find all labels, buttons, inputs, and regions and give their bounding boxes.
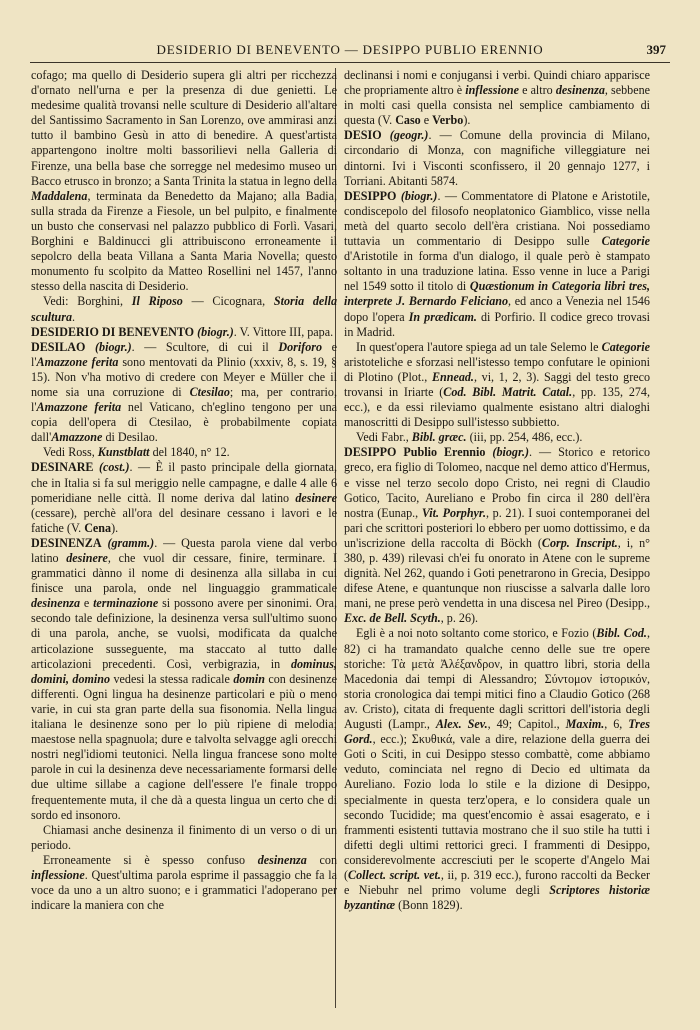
headword: DESIPPO Publio Erennio	[344, 445, 486, 460]
headword: DESINARE	[31, 460, 94, 475]
erennio-paragraph-2: Egli è a noi noto soltanto come storico, e Fozio (Bibl. Cod., 82) ci ha tramandato qualche cenno delle sue tre opere storiche: Τὰ μετὰ Ἀλέξανδρον, in quattro libri, storia della Macedonia dai tempi di Alessandro; Σύντομον ἱστορικόν, storia cronologica dai tempi mitici fino a Claudio Gotico (268 av. Cristo), citata di frequente dagli scrittori dell'istoria degli Augusti (Lampr., Alex. Sev., 49; Capitol., Maxim., 6, Tres Gord., ecc.); Σκυθικά, vale a dire, relazione della guerra dei Goti o Sciti, in cui Desippo stesso combattè, come abbiamo veduto, cominciata nel regno di Decio ed ultimata da Aureliano. Fozio loda lo stile e la dizione di Desippo, specialmente in questa terz'opera, e lo considera quale un secondo Tucidide; ma quest'encomio è assai esagerato, e i frammenti esistenti tuttavia mostrano che il suo stile ha tutti i difetti degli ultimi rettorici greci. I frammenti di Desippo, considerevolmente accresciuti per le scoperte d'Angelo Mai (Collect. script. vet., ii, p. 319 ecc.), furono raccolti da Becker e Niebuhr nel primo volume degli Scriptores historiæ byzantinæ (Bonn 1829).	[344, 626, 651, 913]
entry-desiderio-benevento: DESIDERIO DI BENEVENTO (biogr.). V. Vittore III, papa.	[31, 324, 334, 339]
page-number: 397	[646, 42, 666, 57]
desinenza-paragraph-3: Erroneamente si è spesso confuso desinenza con inflessione. Quest'ultima parola esprime il passaggio che fa la voce da uno a un altro suono; e i grammatici l'adoperano per indicare la maniera con che	[31, 852, 338, 913]
right-column	[344, 68, 650, 913]
entry-desinare: DESINARE (cost.). — È il pasto principale della giornata, che in Italia si fa sul meriggio nelle campagne, e dalle 4 alle 6 pomeridiane nelle città. Il nome deriva dal latino desinere (cessare), perchè all'ora del desinare cessano i lavori e le fatiche (V. Cena).	[31, 460, 337, 535]
entry-desiderio-tail: cofago; ma quello di Desiderio supera gli altri per ricchezza d'ornato nell'urna e per la presenza di due genietti. Le medesime qualità trovansi nelle sculture di Desiderio all'altare del Santissimo Sacramento in San Lorenzo, ove ammirasi anzi tutto il bambino Gesù in atto di benedire. A quest'artista appartengono inoltre molti bassorilievi nella Galleria di Firenze, una bella base che sorregge nel medesimo museo un Bacco etrusco in bronzo; a Santa Trinita la statua in legno della Maddalena, terminata da Benedetto da Majano; alla Badia, sulla strada da Firenze a Fiesole, un bel pulpito, e finalmente un busto che conservasi nel palazzo pubblico di Forlì. Vasari, Borghini e Baldinucci gli attribuiscono erroneamente il sepolcro della beata Villana a Santa Maria Novella; questo monumento fu scolpito da Matteo Rosellini nel 1457, l'anno stesso della nascita di Desiderio.	[31, 68, 337, 294]
headword: DESIPPO	[344, 188, 397, 203]
entry-desilao: DESILAO (biogr.). — Scultore, di cui il Doriforo e l'Amazzone ferita sono mentovati da Plinio (xxxiv, 8, s. 19, § 15). Non v'ha motivo di credere con Meyer e Müller che il nome sia una corruzione di Ctesilao; ma, per contrario, l'Amazzone ferita nel Vaticano, ch'eglino tengono per una copia dell'opera di Ctesilao, è probabilmente copiata dall'Amazzone di Desilao.	[31, 339, 337, 445]
entry-desinenza: DESINENZA (gramm.). — Questa parola viene dal verbo latino desinere, che vuol dir cessare, finire, terminare. I grammatici dànno il nome di desinenza alla sillaba in cui finisce una parola, onde nel linguaggio grammaticale desinenza e terminazione si possono avere per sinonimi. Ora, secondo tale definizione, la desinenza versa sull'ultimo suono di una parola, anche, se vuolsi, modificata da qualche articolazione susseguente, ma staccato al tutto dalle articolazioni precedenti. Così, verbigrazia, in dominus, domini, domino vedesi la stessa radicale domin con desinenze differenti. Ogni lingua ha desinenze particolari e più o meno varie, in cui sta gran parte della sua fisonomia. Nella lingua italiana le desinenze sono per lo più ripiene di melodia; maestose nella spagnuola; dure e talvolta selvagge agli orecchi nostri negl'idiomi teutonici. Nella lingua francese sono molte parole in cui la desinenza deve necessariamente formarsi delle due ultime sillabe a cagione dell'essere l'e finale troppo frequentemente muta, il che dà a questa lingua un certo che di sordo ed insonoro.	[31, 535, 338, 822]
desippo-paragraph-2: In quest'opera l'autore spiega ad un tale Selemo le Categorie aristoteliche e sforzasi nell'istesso tempo confutare le opinioni di Plotino (Plot., Ennead., vi, 1, 2, 3). Saggi del testo greco trovansi in Iriarte (Cod. Bibl. Matrit. Catal., pp. 135, 274, ecc.), e da essi rileviamo qualmente esistano altri dialoghi manoscritti di Desippo sull'istesso subbietto.	[344, 339, 651, 430]
left-column	[31, 68, 337, 913]
headword: DESINENZA	[31, 535, 102, 550]
page-header	[30, 40, 670, 63]
headword: DESIDERIO DI BENEVENTO	[31, 324, 195, 339]
entry-desio: DESIO (geogr.). — Comune della provincia di Milano, circondario di Monza, con magnifiche villeggiature nei dintorni. Ivi i Visconti sconfissero, il 20 gennajo 1277, i Torriani. Abitanti 5874.	[344, 128, 650, 188]
headword: DESIO	[344, 128, 382, 143]
references-desiderio: Vedi: Borghini, Il Riposo — Cicognara, Storia della scultura.	[31, 294, 338, 324]
entry-desippo-publio-erennio: DESIPPO Publio Erennio (biogr.). — Storico e retorico greco, era figlio di Tolomeo, nacque nel demo attico d'Hermus, e visse nel terzo secolo dopo Cristo, nei regni di Claudio Gotico, Tacito, Aureliano e Probo fin circa il 280 dell'èra nostra (Eunap., Vit. Porphyr., p. 21). I suoi contemporanei del pari che scrittori posteriori lo ebbero per uomo dottissimo, e da un'iscrizione della raccolta di Böckh (Corp. Inscript., i, n° 380, p. 439) rilevasi ch'ei fu onorato in Atene con le supreme dignità. Nel 262, quando i Goti penetrarono in Grecia, Desippo difese Atene, e quantunque non riuscisse a salvarla dalle loro mani, ne prese però vendetta in una discesa nel Pireo (Desipp., Exc. de Bell. Scyth., p. 26).	[344, 445, 651, 626]
references-desippo: Vedi Fabr., Bibl. græc. (iii, pp. 254, 486, ecc.).	[356, 430, 583, 445]
desinenza-paragraph-2: Chiamasi anche desinenza il finimento di un verso o di un periodo.	[31, 822, 337, 852]
entry-desippo: DESIPPO (biogr.). — Commentatore di Platone e Aristotile, condiscepolo del filosofo neoplatonico Giamblico, visse nella metà del quarto secolo dell'èra cristiana. Noi possediamo tuttavia un commentario di Desippo sulle Categorie d'Aristotile in forma d'un dialogo, il quale però è stampato soltanto in una traduzione latina. Esso venne in luce a Parigi nel 1549 sotto il titolo di Quæstionum in Categoria libri tres, interprete J. Bernardo Feliciano, ed anco a Venezia nel 1546 dopo l'opera In prædicam. di Porfirio. Il codice greco trovasi in Madrid.	[344, 188, 651, 339]
running-title: DESIDERIO DI BENEVENTO — DESIPPO PUBLIO ERENNIO	[156, 42, 544, 57]
desinenza-continuation: declinansi i nomi e conjugansi i verbi. Quindi chiaro apparisce che propriamente altro è inflessione e altro desinenza, sebbene in molti casi quella consista nel semplice cambiamento di questa (V. Caso e Verbo).	[344, 68, 650, 128]
headword: DESILAO	[31, 339, 86, 354]
references-desilao: Vedi Ross, Kunstblatt del 1840, n° 12.	[43, 445, 230, 460]
